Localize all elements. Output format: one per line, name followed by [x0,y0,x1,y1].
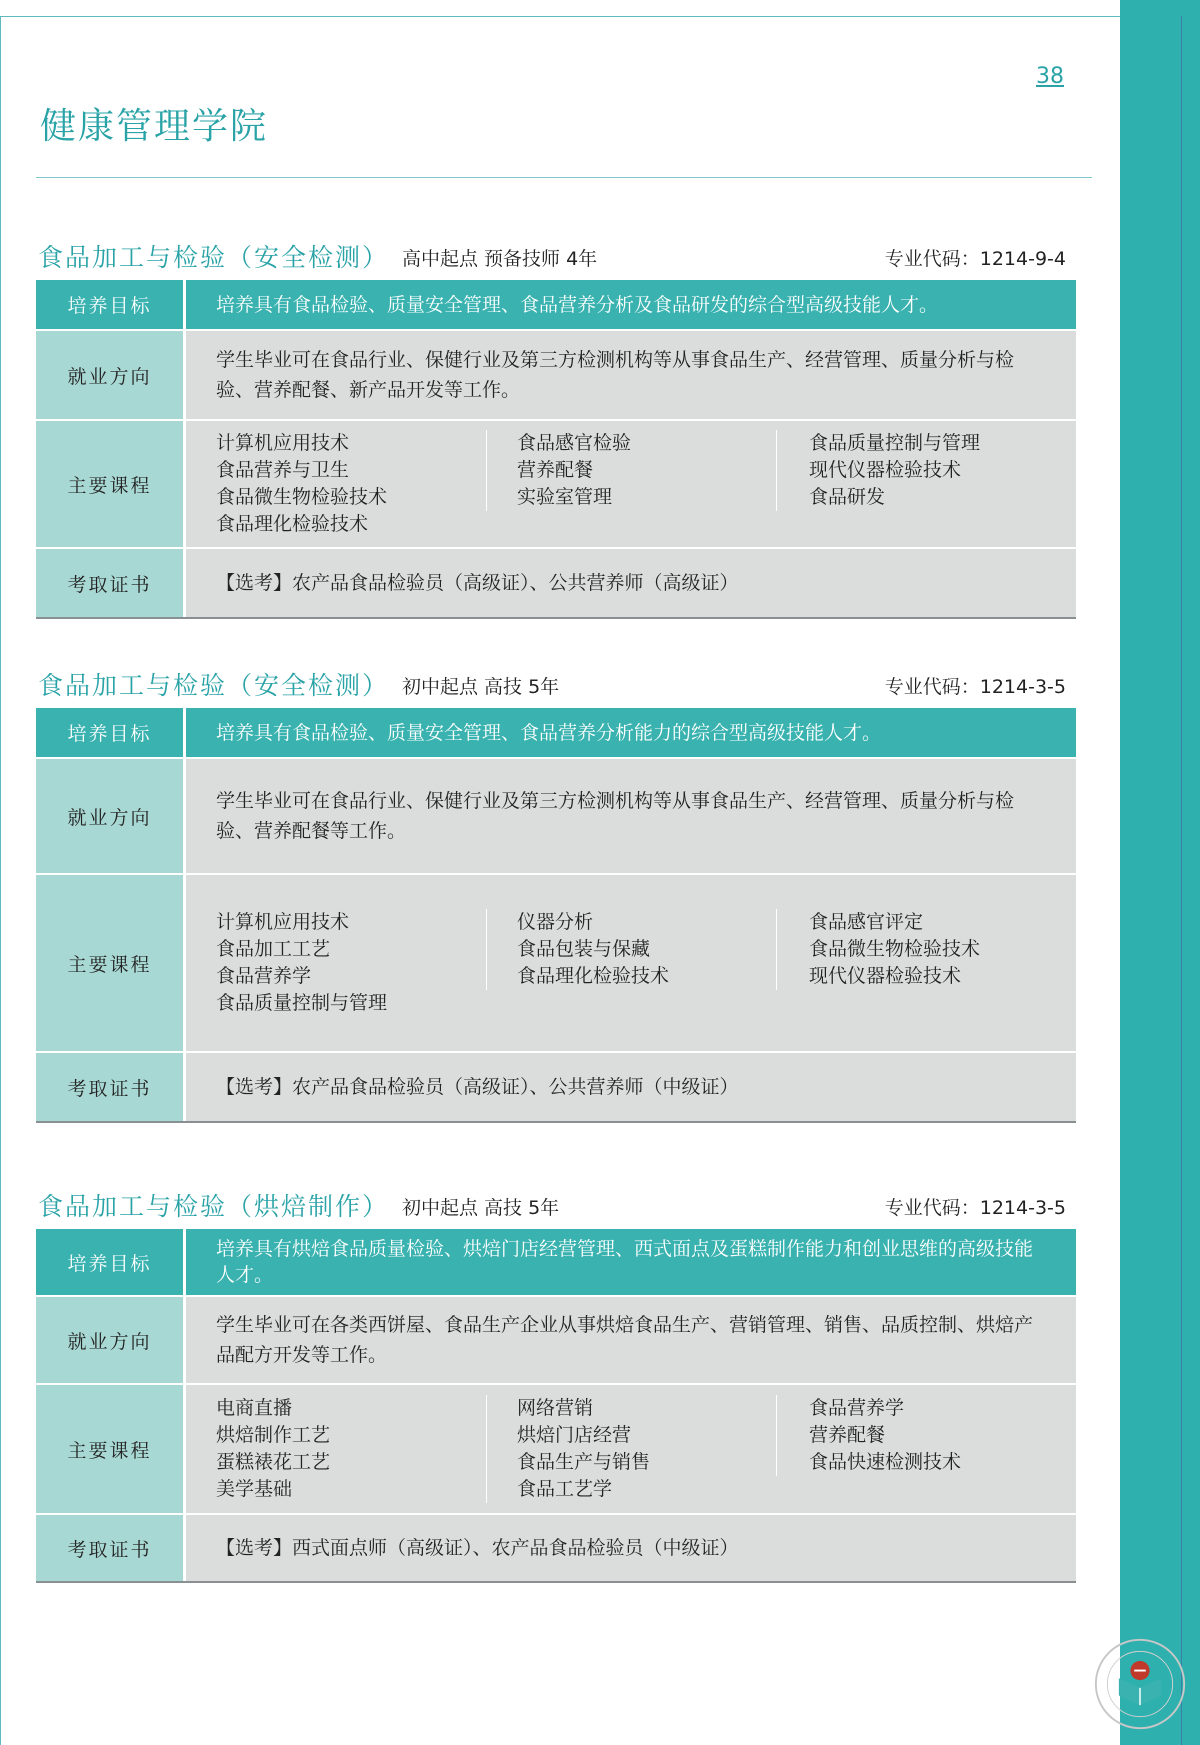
course-item: 食品营养学 [216,965,312,987]
course-item: 食品加工工艺 [216,938,331,960]
courses-cell [186,1385,1076,1513]
course-item: 计算机应用技术 [216,911,350,933]
cert-label: 考取证书 [36,1053,186,1121]
course-column [486,1395,776,1503]
course-column [216,430,486,538]
career-label: 就业方向 [36,331,186,419]
courses-label: 主要课程 [36,875,186,1051]
course-column [776,1395,1036,1476]
course-item: 食品生产与销售 [517,1451,651,1473]
career-label: 就业方向 [36,759,186,873]
career-row [36,329,1076,419]
page-number: 38 [1036,64,1064,89]
course-columns [216,1395,1046,1503]
courses-label: 主要课程 [36,421,186,547]
course-item: 网络营销 [517,1397,594,1419]
course-item: 食品感官检验 [517,432,632,454]
program-section [36,664,1076,1123]
courses-row [36,419,1076,547]
goal-text: 培养具有食品检验、质量安全管理、食品营养分析及食品研发的综合型高级技能人才。 [216,293,939,316]
cert-label: 考取证书 [36,1515,186,1581]
program-header [36,236,1076,276]
cert-label: 考取证书 [36,549,186,617]
course-item: 美学基础 [216,1478,293,1500]
course-columns [216,909,1046,1017]
course-item: 食品感官评定 [809,911,924,933]
course-item: 计算机应用技术 [216,432,350,454]
courses-row [36,873,1076,1051]
side-frame-line [1181,16,1182,1745]
course-item: 仪器分析 [517,911,594,933]
course-column [216,1395,486,1503]
course-item: 营养配餐 [517,459,594,481]
course-item: 蛋糕裱花工艺 [216,1451,331,1473]
course-column [776,430,1036,511]
courses-row [36,1383,1076,1513]
courses-cell [186,421,1076,547]
program-section [36,1185,1076,1583]
goal-row [36,280,1076,329]
course-item: 食品营养学 [809,1397,905,1419]
course-column [486,909,776,990]
goal-label: 培养目标 [36,280,186,329]
cert-row [36,1513,1076,1583]
goal-text: 培养具有烘焙食品质量检验、烘焙门店经营管理、西式面点及蛋糕制作能力和创业思维的高级技能人才。 [216,1238,1034,1286]
cert-text: 【选考】西式面点师（高级证）、农产品食品检验员（中级证） [216,1537,739,1559]
goal-row [36,708,1076,757]
course-item: 食品质量控制与管理 [216,992,388,1014]
program-table [36,708,1076,1123]
course-item: 现代仪器检验技术 [809,459,962,481]
program-name: 食品加工与检验（安全检测） [38,243,390,272]
program-name: 食品加工与检验（烘焙制作） [38,1192,390,1221]
career-text: 学生毕业可在各类西饼屋、食品生产企业从事烘焙食品生产、营销管理、销售、品质控制、烘焙产品配方开发等工作。 [216,1314,1034,1366]
course-item: 烘焙制作工艺 [216,1424,331,1446]
course-item: 食品微生物检验技术 [809,938,981,960]
course-item: 食品营养与卫生 [216,459,350,481]
cert-text: 【选考】农产品食品检验员（高级证）、公共营养师（中级证） [216,1076,739,1098]
program-header [36,664,1076,704]
cert-text: 【选考】农产品食品检验员（高级证）、公共营养师（高级证） [216,572,739,594]
courses-label: 主要课程 [36,1385,186,1513]
cert-row [36,1051,1076,1123]
career-row [36,1295,1076,1383]
school-seal-logo [1092,1636,1188,1732]
course-item: 食品包装与保藏 [517,938,651,960]
course-column [486,430,776,511]
course-columns [216,430,1046,538]
course-item: 现代仪器检验技术 [809,965,962,987]
program-meta: 初中起点 高技 5年 [402,1197,560,1219]
course-item: 食品质量控制与管理 [809,432,981,454]
program-code: 专业代码：1214-3-5 [884,676,1066,698]
goal-label: 培养目标 [36,708,186,757]
course-item: 电商直播 [216,1397,293,1419]
program-section [36,236,1076,619]
course-item: 烘焙门店经营 [517,1424,632,1446]
program-code: 专业代码：1214-9-4 [884,248,1066,270]
program-table [36,280,1076,619]
course-item: 食品工艺学 [517,1478,613,1500]
program-code: 专业代码：1214-3-5 [884,1197,1066,1219]
program-meta: 高中起点 预备技师 4年 [402,248,598,270]
side-color-band [1120,0,1200,1745]
course-item: 食品研发 [809,486,886,508]
course-item: 食品微生物检验技术 [216,486,388,508]
course-item: 食品快速检测技术 [809,1451,962,1473]
title-divider [36,177,1092,178]
cert-row [36,547,1076,619]
course-item: 营养配餐 [809,1424,886,1446]
career-row [36,757,1076,873]
goal-label: 培养目标 [36,1229,186,1295]
page-title: 健康管理学院 [40,106,269,147]
career-text: 学生毕业可在食品行业、保健行业及第三方检测机构等从事食品生产、经营管理、质量分析与检验、营养配餐等工作。 [216,790,1015,842]
course-column [216,909,486,1017]
program-table [36,1229,1076,1583]
program-header [36,1185,1076,1225]
course-item: 实验室管理 [517,486,613,508]
course-column [776,909,1036,990]
program-meta: 初中起点 高技 5年 [402,676,560,698]
career-label: 就业方向 [36,1297,186,1383]
course-item: 食品理化检验技术 [216,513,369,535]
course-item: 食品理化检验技术 [517,965,670,987]
goal-text: 培养具有食品检验、质量安全管理、食品营养分析能力的综合型高级技能人才。 [216,721,882,744]
goal-row [36,1229,1076,1295]
career-text: 学生毕业可在食品行业、保健行业及第三方检测机构等从事食品生产、经营管理、质量分析与检验、营养配餐、新产品开发等工作。 [216,349,1015,401]
program-name: 食品加工与检验（安全检测） [38,671,390,700]
courses-cell [186,875,1076,1051]
